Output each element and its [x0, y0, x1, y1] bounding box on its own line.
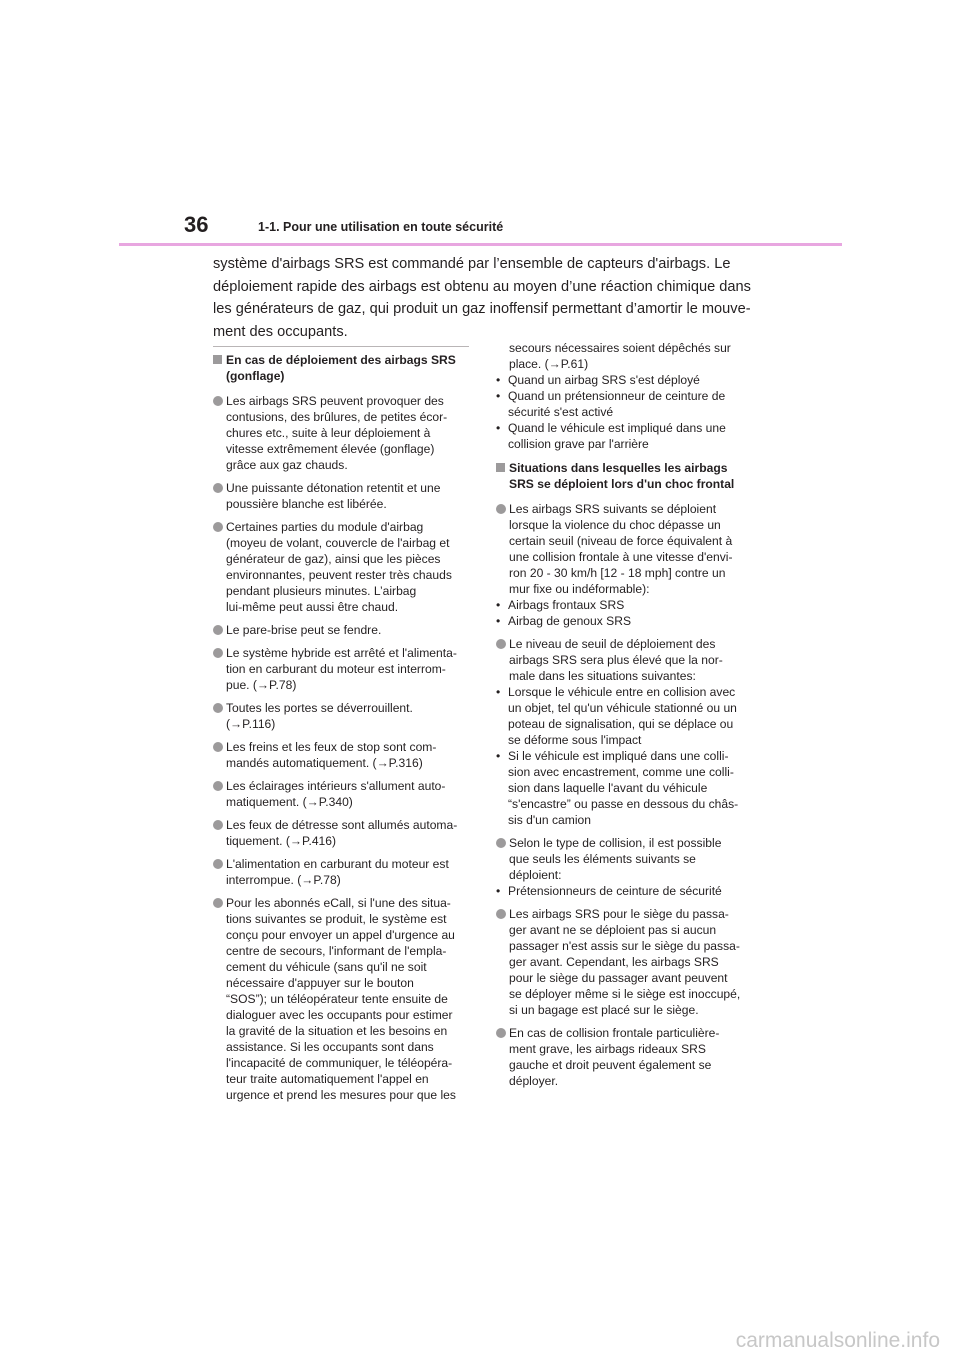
sub-item-line: Prétensionneurs de ceinture de sécurité: [508, 884, 722, 898]
bullet-item: [213, 739, 473, 771]
sub-item-line: poteau de signalisation, qui se déplace ou: [508, 717, 734, 731]
column-divider: [213, 346, 469, 347]
sub-list-item: [496, 597, 756, 613]
sub-bullet-mark: •: [496, 598, 501, 612]
round-bullet-icon: [496, 838, 506, 848]
bullet-line: Le système hybride est arrêté et l'alimenta-: [226, 646, 457, 660]
bullet-line: se déployer même si le siège est inoccupé,: [509, 987, 741, 1001]
bullet-line: grâce aux gaz chauds.: [226, 458, 348, 472]
bullet-line: conçu pour envoyer un appel d'urgence au: [226, 928, 455, 942]
intro-line: ment des occupants.: [213, 323, 348, 340]
sub-bullet-mark: •: [496, 884, 501, 898]
bullet-item: [213, 645, 473, 693]
bullet-item: [213, 700, 473, 732]
sub-list-item: [496, 372, 756, 388]
bullet-line: l'incapacité de communiquer, le téléopéra-: [226, 1056, 453, 1070]
intro-line: déploiement rapide des airbags est obtenu au moyen d’une réaction chimique dans: [213, 278, 751, 295]
bullet-line: Les airbags SRS suivants se déploient: [509, 502, 717, 516]
bullet-line: En cas de collision frontale particulière-: [509, 1026, 720, 1040]
bullet-line: dialoguer avec les occupants pour estimer: [226, 1008, 453, 1022]
bullet-line: Toutes les portes se déverrouillent.: [226, 701, 413, 715]
sub-item-line: se déforme sous l'impact: [508, 733, 642, 747]
bullet-item: [496, 835, 756, 899]
bullet-line: certain seuil (niveau de force équivalent à: [509, 534, 733, 548]
bullet-line: airbags SRS sera plus élevé que la nor-: [509, 653, 723, 667]
sub-list-item: [496, 684, 756, 748]
bullet-line: interrompue. (→P.78): [226, 873, 341, 887]
round-bullet-icon: [213, 859, 223, 869]
sub-list: [496, 883, 756, 899]
round-bullet-icon: [213, 820, 223, 830]
bullet-item: [496, 1025, 756, 1089]
round-bullet-icon: [213, 483, 223, 493]
bullet-line: gauche et droit peuvent également se: [509, 1058, 712, 1072]
heading-line: En cas de déploiement des airbags SRS: [226, 353, 456, 367]
sub-bullet-mark: •: [496, 421, 501, 435]
bullet-line: tiquement. (→P.416): [226, 834, 337, 848]
heading-line: (gonflage): [226, 369, 285, 383]
bullet-line: mur fixe ou indéformable):: [509, 582, 650, 596]
bullet-line: Le pare-brise peut se fendre.: [226, 623, 382, 637]
bullet-line: “SOS”); un téléopérateur tente ensuite de: [226, 992, 448, 1006]
sub-bullet-mark: •: [496, 389, 501, 403]
round-bullet-icon: [213, 742, 223, 752]
bullet-line: Certaines parties du module d'airbag: [226, 520, 424, 534]
bullet-line: Les airbags SRS pour le siège du passa-: [509, 907, 729, 921]
square-bullet-icon: [496, 463, 505, 472]
bullet-item: [213, 856, 473, 888]
sub-item-line: Quand un airbag SRS s'est déployé: [508, 373, 700, 387]
bullet-line: si un bagage est placé sur le siège.: [509, 1003, 699, 1017]
bullet-line: pour le siège du passager avant peuvent: [509, 971, 728, 985]
bullet-item: [213, 519, 473, 615]
bullet-line: cement du véhicule (sans qu'il ne soit: [226, 960, 427, 974]
bullet-item: [496, 636, 756, 828]
sub-list-item: [496, 388, 756, 420]
bullet-line: centre de secours, l'informant de l'empla-: [226, 944, 447, 958]
sub-list: [496, 684, 756, 828]
sub-item-line: “s'encastre” ou passe en dessous du châs-: [508, 797, 739, 811]
bullet-line: déployer.: [509, 1074, 559, 1088]
bullet-line: Les feux de détresse sont allumés automa-: [226, 818, 458, 832]
sub-list-item: [496, 613, 756, 629]
round-bullet-icon: [213, 396, 223, 406]
bullet-item: [213, 778, 473, 810]
sub-item-line: sion avec encastrement, comme une colli-: [508, 765, 734, 779]
bullet-line: déploient:: [509, 868, 562, 882]
bullet-line: une collision frontale à une vitesse d'envi-: [509, 550, 733, 564]
left-column: [213, 352, 473, 1110]
bullet-line: ger avant ne se déploient pas si aucun: [509, 923, 717, 937]
bullet-line: urgence et prend les mesures pour que les: [226, 1088, 456, 1102]
bullet-line: Pour les abonnés eCall, si l'une des situa-: [226, 896, 451, 910]
bullet-line: male dans les situations suivantes:: [509, 669, 696, 683]
bullet-line: nécessaire d'appuyer sur le bouton: [226, 976, 414, 990]
sub-bullet-mark: •: [496, 749, 501, 763]
right-column: [496, 340, 756, 1096]
round-bullet-icon: [213, 703, 223, 713]
round-bullet-icon: [213, 648, 223, 658]
bullet-line: tion en carburant du moteur est interrom-: [226, 662, 446, 676]
bullet-line: matiquement. (→P.340): [226, 795, 353, 809]
bullet-line: que seuls les éléments suivants se: [509, 852, 696, 866]
bullet-line: Les éclairages intérieurs s'allument auto-: [226, 779, 446, 793]
continued-line: place. (→P.61): [509, 357, 589, 371]
page-number: 36: [184, 212, 209, 237]
bullet-line: ger avant. Cependant, les airbags SRS: [509, 955, 719, 969]
intro-line: les générateurs de gaz, qui produit un gaz inoffensif permettant d’amortir le mouve-: [213, 301, 751, 318]
intro-paragraph: [213, 253, 768, 343]
bullet-item: [213, 622, 473, 638]
bullet-line: L'alimentation en carburant du moteur est: [226, 857, 449, 871]
sub-list-item: [496, 883, 756, 899]
header-rule: [119, 243, 842, 246]
continued-text: [496, 340, 756, 372]
round-bullet-icon: [213, 898, 223, 908]
bullet-line: environnantes, peuvent rester très chauds: [226, 568, 452, 582]
intro-line: système d'airbags SRS est commandé par l’ensemble de capteurs d'airbags. Le: [213, 256, 731, 272]
bullet-line: Les freins et les feux de stop sont com-: [226, 740, 437, 754]
bullet-line: ron 20 - 30 km/h [12 - 18 mph] contre un: [509, 566, 726, 580]
sub-bullet-mark: •: [496, 685, 501, 699]
sub-item-line: sécurité s'est activé: [508, 405, 614, 419]
sub-item-line: sion dans laquelle l'avant du véhicule: [508, 781, 708, 795]
sub-list-item: [496, 748, 756, 828]
bullet-line: générateur de gaz), ainsi que les pièces: [226, 552, 441, 566]
bullet-line: Les airbags SRS peuvent provoquer des: [226, 394, 444, 408]
bullet-line: vitesse extrêmement élevée (gonflage): [226, 442, 435, 456]
sub-item-line: sis d'un camion: [508, 813, 591, 827]
bullet-line: assistance. Si les occupants sont dans: [226, 1040, 434, 1054]
bullet-line: Une puissante détonation retentit et une: [226, 481, 441, 495]
bullet-line: Selon le type de collision, il est possible: [509, 836, 722, 850]
sub-item-line: Si le véhicule est impliqué dans une colli-: [508, 749, 729, 763]
round-bullet-icon: [496, 504, 506, 514]
sub-item-line: Quand un prétensionneur de ceinture de: [508, 389, 726, 403]
sub-item-line: collision grave par l'arrière: [508, 437, 649, 451]
subsection-heading: [213, 352, 473, 384]
bullet-line: poussière blanche est libérée.: [226, 497, 387, 511]
watermark: carmanualsonline.info: [735, 1329, 940, 1352]
heading-line: SRS se déploient lors d'un choc frontal: [509, 477, 735, 491]
bullet-item: [496, 906, 756, 1018]
heading-line: Situations dans lesquelles les airbags: [509, 461, 728, 475]
sub-item-line: Quand le véhicule est impliqué dans une: [508, 421, 726, 435]
sub-bullet-mark: •: [496, 373, 501, 387]
sub-list: [496, 597, 756, 629]
sub-list: [496, 372, 756, 452]
bullet-line: la gravité de la situation et les besoins en: [226, 1024, 448, 1038]
round-bullet-icon: [213, 781, 223, 791]
bullet-line: (moyeu de volant, couvercle de l'airbag et: [226, 536, 450, 550]
bullet-line: passager n'est assis sur le siège du passa-: [509, 939, 740, 953]
bullet-item: [213, 895, 473, 1103]
section-title: 1-1. Pour une utilisation en toute sécurité: [258, 220, 504, 234]
square-bullet-icon: [213, 355, 222, 364]
sub-list-item: [496, 420, 756, 452]
round-bullet-icon: [213, 625, 223, 635]
continued-line: secours nécessaires soient dépêchés sur: [509, 341, 731, 355]
round-bullet-icon: [496, 639, 506, 649]
bullet-item: [496, 501, 756, 629]
sub-item-line: un objet, tel qu'un véhicule stationné ou un: [508, 701, 737, 715]
bullet-line: tions suivantes se produit, le système est: [226, 912, 447, 926]
round-bullet-icon: [496, 1028, 506, 1038]
sub-item-line: Airbags frontaux SRS: [508, 598, 625, 612]
bullet-line: chures etc., suite à leur déploiement à: [226, 426, 431, 440]
bullet-item: [213, 393, 473, 473]
bullet-line: contusions, des brûlures, de petites écor-: [226, 410, 448, 424]
sub-item-line: Lorsque le véhicule entre en collision avec: [508, 685, 736, 699]
bullet-line: pendant plusieurs minutes. L’airbag: [226, 584, 417, 598]
bullet-line: pue. (→P.78): [226, 678, 297, 692]
sub-bullet-mark: •: [496, 614, 501, 628]
sub-item-line: Airbag de genoux SRS: [508, 614, 632, 628]
bullet-line: mandés automatiquement. (→P.316): [226, 756, 423, 770]
bullet-line: (→P.116): [226, 717, 276, 731]
bullet-line: teur traite automatiquement l'appel en: [226, 1072, 429, 1086]
bullet-line: lui-même peut aussi être chaud.: [226, 600, 399, 614]
round-bullet-icon: [213, 522, 223, 532]
round-bullet-icon: [496, 909, 506, 919]
bullet-line: ment grave, les airbags rideaux SRS: [509, 1042, 706, 1056]
bullet-line: lorsque la violence du choc dépasse un: [509, 518, 721, 532]
bullet-line: Le niveau de seuil de déploiement des: [509, 637, 716, 651]
bullet-item: [213, 817, 473, 849]
bullet-item: [213, 480, 473, 512]
subsection-heading: [496, 460, 756, 492]
